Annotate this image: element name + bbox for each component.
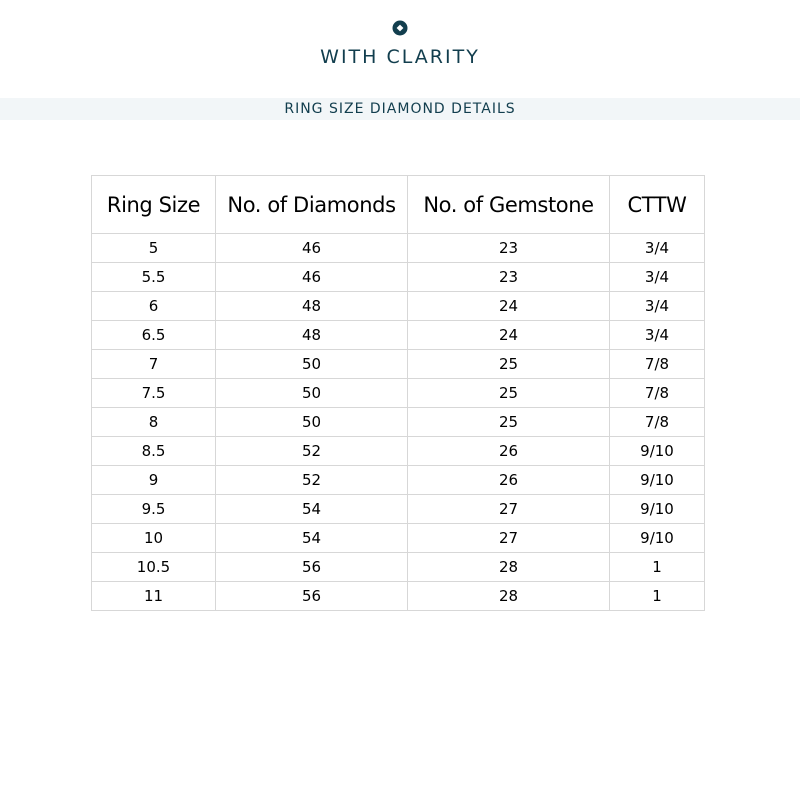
- ring-size-table-container: [91, 175, 705, 611]
- gemstone-count-cell: 25: [408, 408, 610, 437]
- banner-title: RING SIZE DIAMOND DETAILS: [284, 101, 516, 117]
- diamond-count-cell: 46: [216, 263, 408, 292]
- table-row: [92, 350, 705, 379]
- cttw-cell: 7/8: [610, 379, 705, 408]
- gemstone-count-cell: 26: [408, 437, 610, 466]
- gemstone-count-cell: 24: [408, 292, 610, 321]
- table-row: [92, 553, 705, 582]
- gemstone-count-cell: 23: [408, 263, 610, 292]
- diamond-count-cell: 50: [216, 350, 408, 379]
- header-no-of-gemstone: No. of Gemstone: [408, 176, 610, 234]
- brand-header: [0, 20, 800, 68]
- gemstone-count-cell: 25: [408, 379, 610, 408]
- cttw-cell: 7/8: [610, 350, 705, 379]
- circle-diamond-icon: [392, 20, 408, 36]
- ring-size-cell: 7.5: [92, 379, 216, 408]
- header-no-of-diamonds: No. of Diamonds: [216, 176, 408, 234]
- ring-size-cell: 10.5: [92, 553, 216, 582]
- table-row: [92, 292, 705, 321]
- cttw-cell: 3/4: [610, 321, 705, 350]
- cttw-cell: 1: [610, 553, 705, 582]
- ring-size-cell: 5: [92, 234, 216, 263]
- brand-name: WITH CLARITY: [320, 46, 480, 68]
- ring-size-cell: 7: [92, 350, 216, 379]
- table-row: [92, 524, 705, 553]
- ring-size-cell: 5.5: [92, 263, 216, 292]
- cttw-cell: 9/10: [610, 466, 705, 495]
- diamond-count-cell: 48: [216, 321, 408, 350]
- ring-size-cell: 9: [92, 466, 216, 495]
- table-row: [92, 582, 705, 611]
- ring-size-cell: 11: [92, 582, 216, 611]
- table-body: [92, 234, 705, 611]
- diamond-count-cell: 54: [216, 495, 408, 524]
- cttw-cell: 9/10: [610, 524, 705, 553]
- gemstone-count-cell: 27: [408, 524, 610, 553]
- cttw-cell: 9/10: [610, 437, 705, 466]
- gemstone-count-cell: 25: [408, 350, 610, 379]
- table-row: [92, 321, 705, 350]
- gemstone-count-cell: 27: [408, 495, 610, 524]
- diamond-count-cell: 48: [216, 292, 408, 321]
- cttw-cell: 9/10: [610, 495, 705, 524]
- table-row: [92, 466, 705, 495]
- diamond-count-cell: 54: [216, 524, 408, 553]
- header-ring-size: Ring Size: [92, 176, 216, 234]
- section-banner: [0, 98, 800, 120]
- diamond-count-cell: 50: [216, 379, 408, 408]
- diamond-count-cell: 50: [216, 408, 408, 437]
- ring-size-cell: 9.5: [92, 495, 216, 524]
- ring-size-cell: 6: [92, 292, 216, 321]
- gemstone-count-cell: 28: [408, 582, 610, 611]
- diamond-count-cell: 52: [216, 437, 408, 466]
- gemstone-count-cell: 24: [408, 321, 610, 350]
- diamond-count-cell: 56: [216, 582, 408, 611]
- diamond-count-cell: 56: [216, 553, 408, 582]
- gemstone-count-cell: 23: [408, 234, 610, 263]
- table-row: [92, 408, 705, 437]
- gemstone-count-cell: 28: [408, 553, 610, 582]
- cttw-cell: 3/4: [610, 263, 705, 292]
- table-row: [92, 234, 705, 263]
- gemstone-count-cell: 26: [408, 466, 610, 495]
- cttw-cell: 3/4: [610, 292, 705, 321]
- cttw-cell: 3/4: [610, 234, 705, 263]
- cttw-cell: 1: [610, 582, 705, 611]
- table-row: [92, 495, 705, 524]
- ring-size-cell: 8.5: [92, 437, 216, 466]
- ring-size-cell: 6.5: [92, 321, 216, 350]
- table-row: [92, 379, 705, 408]
- table-row: [92, 263, 705, 292]
- table-row: [92, 437, 705, 466]
- diamond-count-cell: 46: [216, 234, 408, 263]
- ring-size-cell: 10: [92, 524, 216, 553]
- table-header-row: [92, 176, 705, 234]
- ring-size-cell: 8: [92, 408, 216, 437]
- header-cttw: CTTW: [610, 176, 705, 234]
- diamond-count-cell: 52: [216, 466, 408, 495]
- ring-size-table: [91, 175, 705, 611]
- cttw-cell: 7/8: [610, 408, 705, 437]
